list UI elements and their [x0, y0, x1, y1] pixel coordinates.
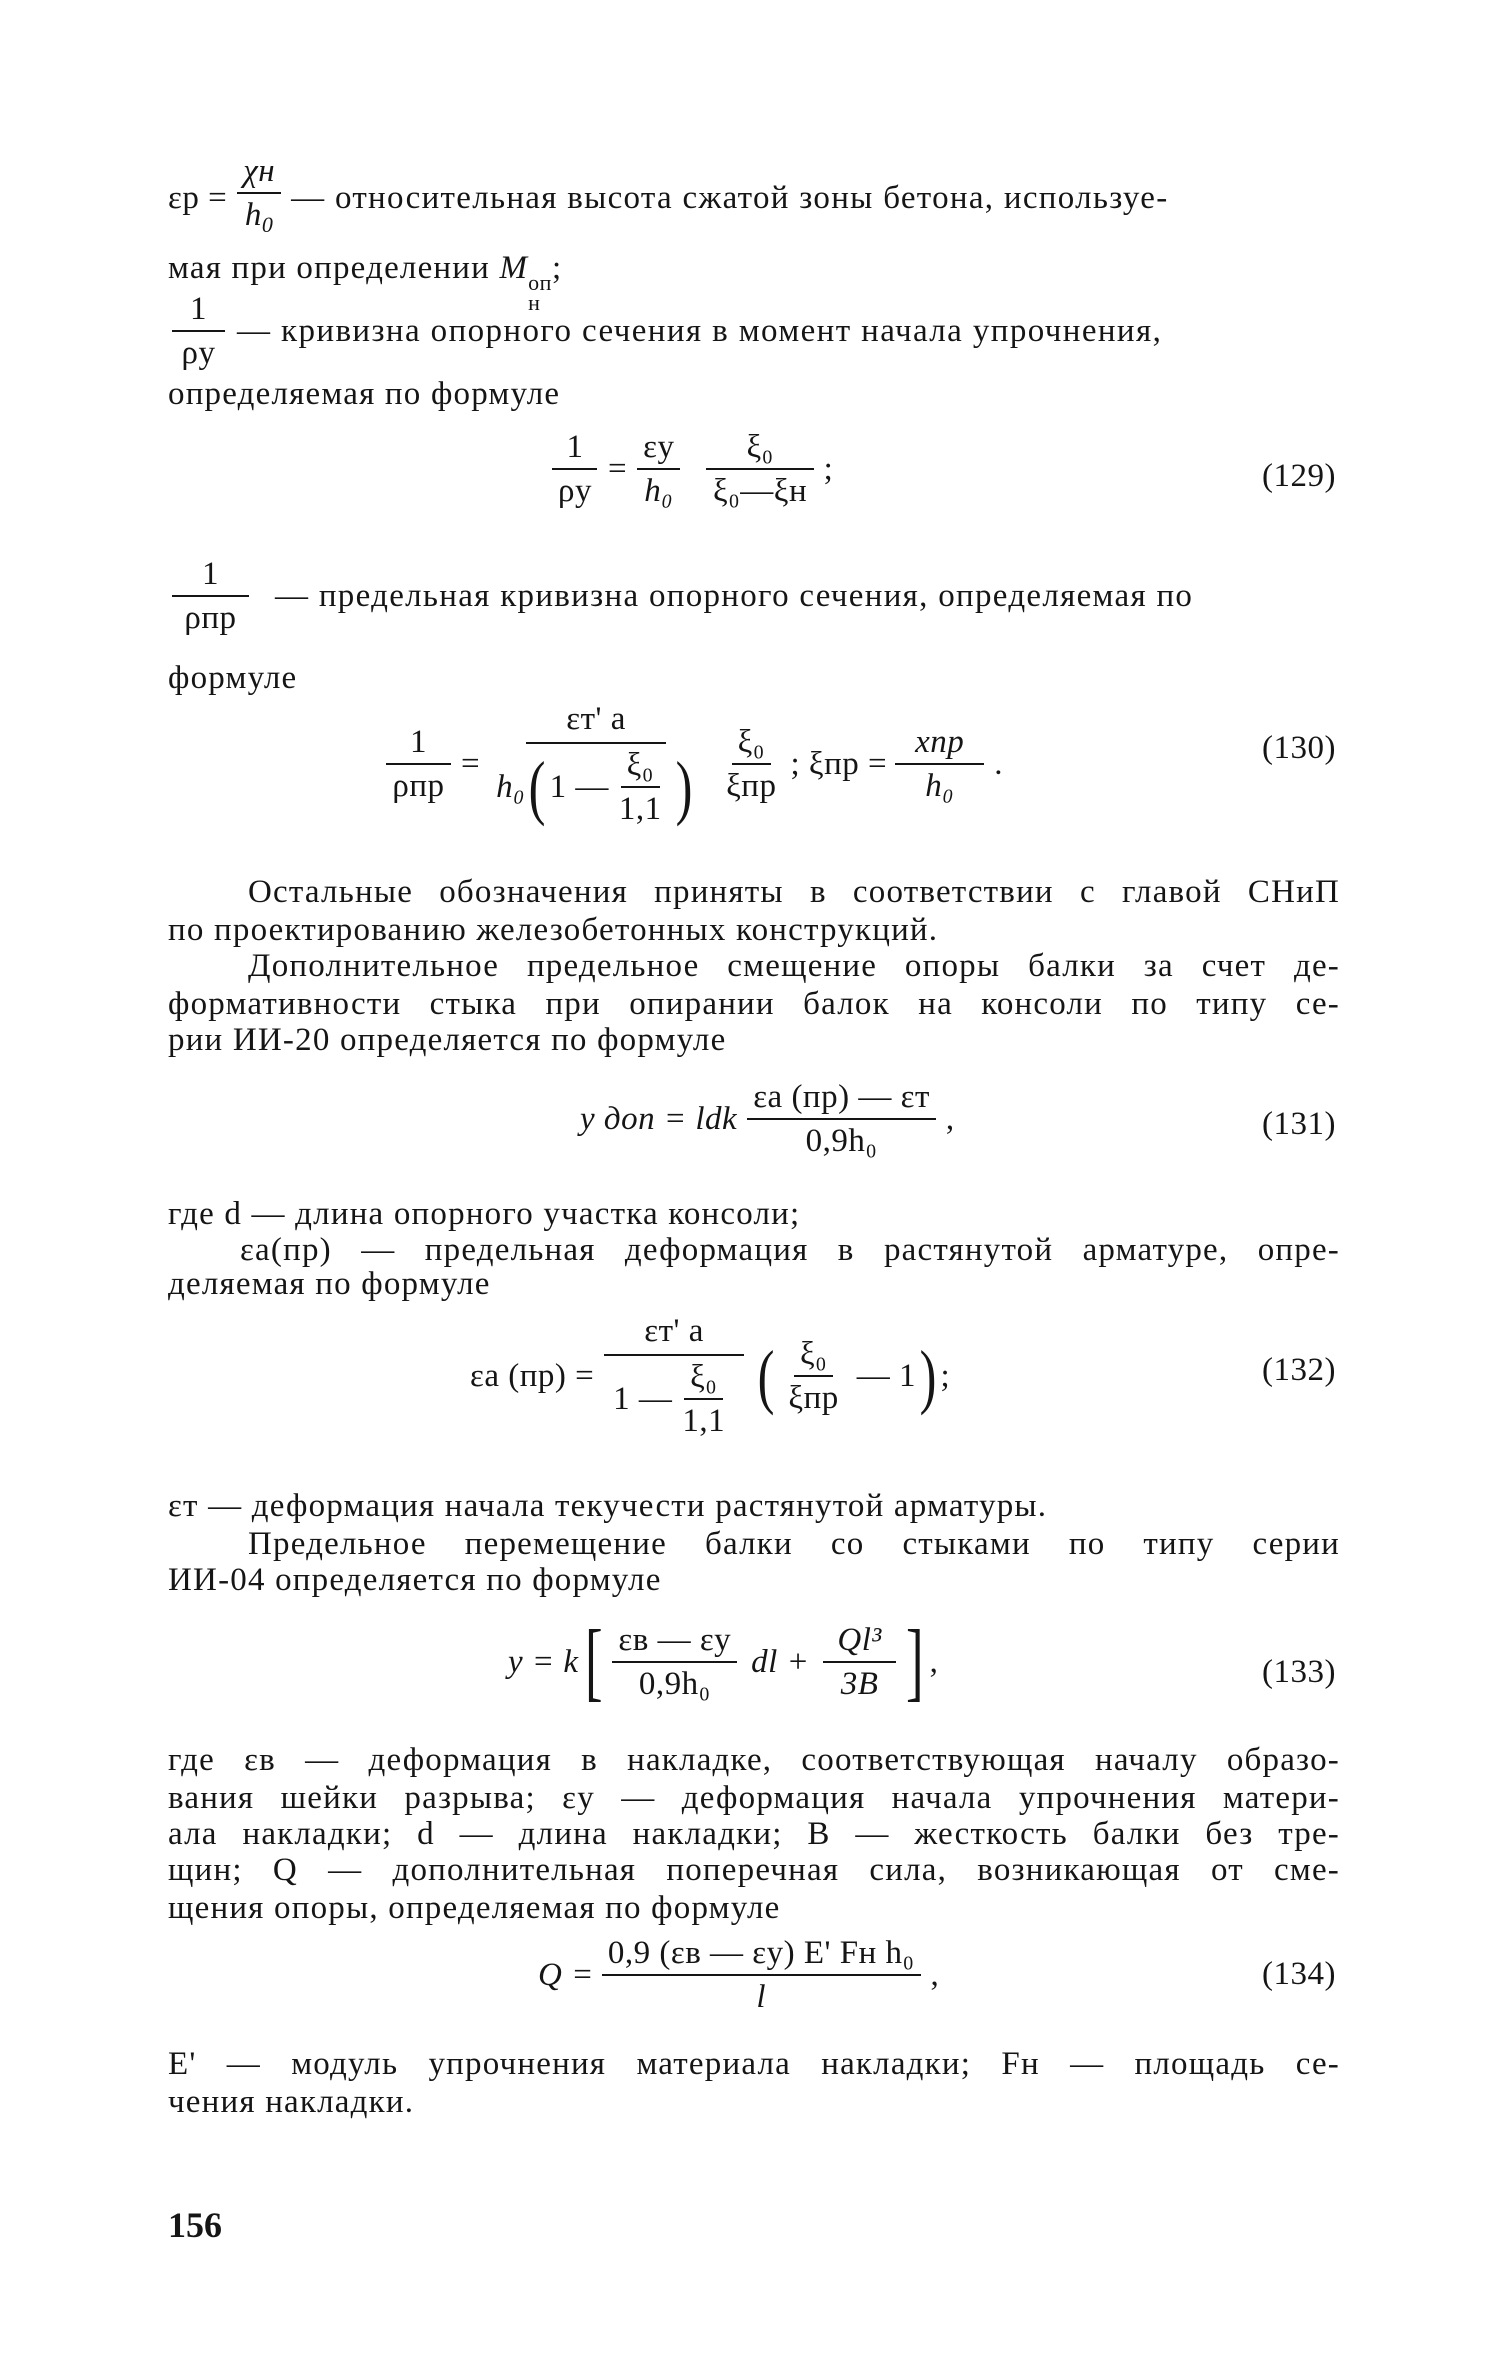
ep-M-sup: оп — [528, 270, 552, 295]
eq129-number: (129) — [1262, 458, 1336, 494]
ep-text: — относительная высота сжатой зоны бетона, используе- — [291, 179, 1169, 216]
eq132-number: (132) — [1262, 1352, 1336, 1388]
eq132-den-num: ξ₀ — [684, 1358, 723, 1400]
eq134-num: 0,9 (εв — εу) E' Fн h₀ — [602, 1934, 921, 1976]
eq130-f2 — [720, 723, 782, 805]
eq130-inner-den: 1,1 — [618, 791, 662, 827]
eq130-f1-den-h: h₀ — [496, 769, 526, 805]
ep-M: M — [499, 250, 529, 286]
rpr-numerator: 1 — [172, 555, 249, 597]
eq132-p-den: ξпр — [788, 1380, 839, 1416]
equation-133 — [508, 1613, 939, 1710]
ep-den-sub: 0 — [261, 212, 274, 237]
eq130-f2-den: ξпр — [726, 768, 777, 804]
ep-fraction — [237, 152, 281, 244]
eq130-inner-num: ξ₀ — [621, 746, 660, 788]
para4-line3: ала накладки; d — длина накладки; B — жесткость балки без тре- — [168, 1816, 1340, 1852]
d-definition: где d — длина опорного участка консоли; — [168, 1196, 801, 1232]
eq133-f2-den: 3B — [840, 1666, 879, 1702]
ep-M-end: ; — [551, 250, 563, 286]
eq133-tail: , — [929, 1643, 939, 1680]
eq130-f1 — [490, 700, 702, 828]
eq129-lhs-num: 1 — [552, 428, 597, 470]
ea-definition-line1: εа(пр) — предельная деформация в растянутой арматуре, опре- — [240, 1232, 1340, 1268]
eq129-equals: = — [607, 450, 628, 487]
eq130-f3 — [895, 723, 984, 805]
ep-M-sub: н — [528, 290, 541, 315]
rpr-definition — [168, 555, 1193, 637]
para2-line1: Дополнительное предельное смещение опоры балки за счет де- — [248, 948, 1340, 984]
para2-line3: рии ИИ-20 определяется по формуле — [168, 1022, 727, 1058]
ep-definition — [168, 152, 1169, 244]
eq132-right-paren: ) — [919, 1336, 937, 1416]
rpr-fraction — [172, 555, 249, 637]
eq131-num: εа (пр) — εт — [747, 1078, 936, 1120]
eq129-lhs-den: ρу — [558, 473, 592, 509]
ry-numerator: 1 — [172, 290, 225, 332]
eq133-f2-num: Ql³ — [823, 1621, 895, 1663]
eq130-lhs-den: ρпр — [392, 768, 445, 804]
para4-line2: вания шейки разрыва; εу — деформация начала упрочнения матери- — [168, 1780, 1340, 1816]
et-definition: εт — деформация начала текучести растянутой арматуры. — [168, 1488, 1048, 1524]
eq134-number: (134) — [1262, 1956, 1336, 1992]
eq131-fraction — [747, 1078, 936, 1160]
ep-den-h: h — [244, 197, 262, 233]
ry-text-line2: определяемая по формуле — [168, 376, 561, 412]
eq133-f2 — [823, 1621, 895, 1703]
eq130-number: (130) — [1262, 730, 1336, 766]
para4-line1: где εв — деформация в накладке, соответствующая началу образо- — [168, 1742, 1340, 1778]
eq132-den — [607, 1356, 741, 1440]
para3-line1: Предельное перемещение балки со стыками по типу серии — [248, 1526, 1340, 1562]
eq129-f2 — [706, 428, 813, 510]
para5-line2: чения накладки. — [168, 2084, 415, 2120]
eq132-den-den: 1,1 — [682, 1403, 726, 1439]
eq129-f1-den: h₀ — [644, 473, 674, 509]
eq130-right-paren: ) — [675, 747, 693, 827]
eq129-lhs — [552, 428, 598, 510]
ry-text: — кривизна опорного сечения в момент начала упрочнения, — [237, 312, 1163, 349]
ry-fraction — [172, 290, 225, 372]
para5-line1: E' — модуль упрочнения материала накладки; Fн — площадь се- — [168, 2046, 1340, 2082]
para4-line4: щин; Q — дополнительная поперечная сила, возникающая от сме- — [168, 1852, 1340, 1888]
eq132-den-pre: 1 — — [613, 1381, 673, 1417]
eq130-left-paren: ( — [528, 747, 546, 827]
rpr-text: — предельная кривизна опорного сечения, определяемая по — [275, 577, 1194, 614]
eq132-lhs: εа (пр) = — [470, 1357, 595, 1394]
eq132-left-paren: ( — [757, 1336, 775, 1416]
eq133-right-bracket: ] — [905, 1613, 924, 1710]
eq130-lhs — [386, 723, 451, 805]
eq130-f2-num: ξ₀ — [732, 723, 771, 765]
equation-130 — [382, 700, 1003, 828]
eq131-den: 0,9h₀ — [805, 1123, 878, 1159]
eq133-number: (133) — [1262, 1654, 1336, 1690]
para1-line1: Остальные обозначения приняты в соответствии с главой СНиП — [248, 874, 1340, 910]
equation-132 — [470, 1312, 950, 1440]
ry-definition — [168, 290, 1162, 372]
eq134-lhs: Q = — [538, 1956, 594, 1993]
eq132-num: εт' а — [604, 1312, 744, 1356]
eq129-f2-den: ξ₀—ξн — [713, 473, 808, 509]
eq131-lhs: y доп = ldk — [580, 1100, 738, 1137]
rpr-text-line2: формуле — [168, 660, 298, 696]
eq130-f1-num: εт' а — [526, 700, 666, 744]
eq130-f3-num: xпр — [895, 723, 984, 765]
page-number: 156 — [168, 2205, 222, 2245]
eq130-f1-den — [490, 744, 702, 828]
eq132-p-frac — [782, 1335, 844, 1417]
equation-134 — [538, 1934, 939, 2016]
eq133-lhs: y = k — [508, 1643, 579, 1680]
ep-denominator — [239, 194, 280, 244]
eq132-den-frac — [676, 1358, 731, 1440]
eq131-number: (131) — [1262, 1106, 1336, 1142]
ep-text2: мая при определении — [168, 250, 491, 286]
eq129-f2-num: ξ₀ — [706, 428, 813, 470]
eq131-tail: , — [945, 1100, 955, 1137]
rpr-denominator: ρпр — [184, 600, 237, 636]
eq130-lhs-num: 1 — [386, 723, 451, 765]
eq133-f1-num: εв — εу — [612, 1621, 737, 1663]
eq133-f1-den: 0,9h₀ — [638, 1666, 711, 1702]
eq129-tail: ; — [823, 450, 834, 487]
ea-definition-line2: деляемая по формуле — [168, 1266, 491, 1302]
eq129-f1 — [637, 428, 680, 510]
para2-line2: формативности стыка при опирании балок на консоли по типу се- — [168, 986, 1340, 1022]
eq134-tail: , — [930, 1956, 940, 1993]
eq130-one: 1 — — [549, 769, 609, 805]
para4-line5: щения опоры, определяемая по формуле — [168, 1890, 781, 1926]
eq132-p-num: ξ₀ — [794, 1335, 833, 1377]
ep-numerator: χн — [237, 152, 281, 194]
equation-131 — [580, 1078, 955, 1160]
eq133-mid: dl + — [751, 1643, 810, 1680]
eq130-f3-den: h₀ — [925, 768, 955, 804]
ry-denominator: ρу — [181, 335, 216, 371]
eq130-inner-frac — [613, 746, 668, 828]
para3-line2: ИИ-04 определяется по формуле — [168, 1562, 662, 1598]
para1-line2: по проектированию железобетонных конструкций. — [168, 912, 939, 948]
eq132-tail: ; — [940, 1357, 951, 1394]
eq129-f1-num: εу — [637, 428, 680, 470]
eq130-mid: ; ξпр = — [790, 745, 888, 782]
eq134-fraction — [602, 1934, 921, 2016]
equation-129 — [548, 428, 833, 510]
eq133-f1 — [612, 1621, 737, 1703]
eq132-p-tail: — 1 — [856, 1357, 916, 1394]
eq130-tail: . — [994, 745, 1004, 782]
ep-lhs: εр = — [168, 179, 228, 216]
eq132-fraction — [604, 1312, 744, 1440]
eq134-den: l — [756, 1979, 767, 2015]
eq133-left-bracket: [ — [584, 1613, 603, 1710]
eq130-equals: = — [461, 745, 481, 782]
